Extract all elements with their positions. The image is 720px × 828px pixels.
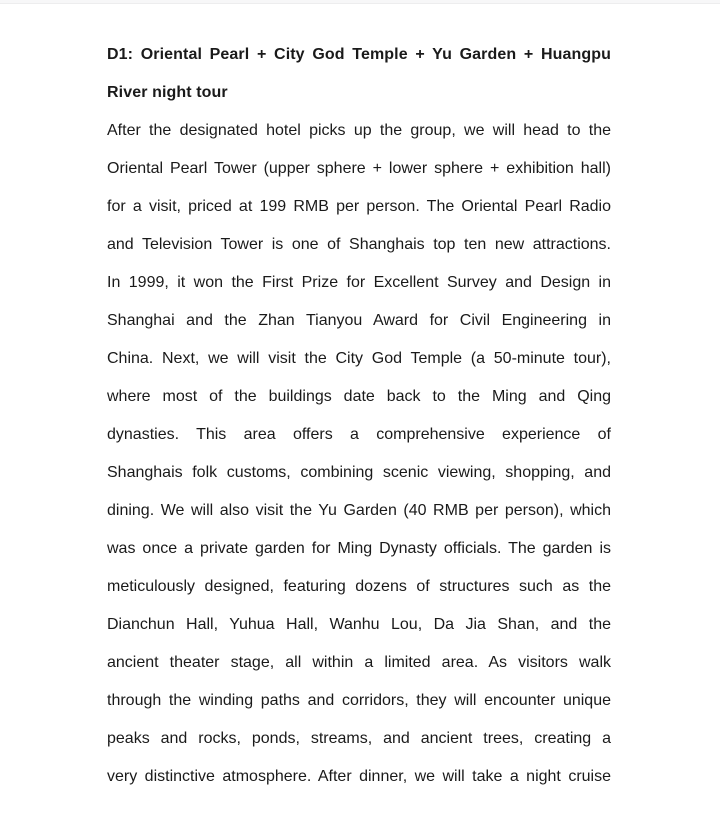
window-top-edge	[0, 0, 720, 4]
body-line: Oriental Pearl Tower (upper sphere + lower sphere + exhibition hall)	[107, 160, 611, 177]
body-line: dynasties. This area offers a comprehensive experience of	[107, 426, 611, 443]
body-line: Shanghais folk customs, combining scenic viewing, shopping, and	[107, 464, 611, 481]
document-heading	[107, 36, 611, 112]
body-line: where most of the buildings date back to the Ming and Qing	[107, 388, 611, 405]
heading-line: D1: Oriental Pearl + City God Temple + Yu Garden + Huangpu	[107, 46, 611, 63]
body-line: In 1999, it won the First Prize for Excellent Survey and Design in	[107, 274, 611, 291]
body-line: peaks and rocks, ponds, streams, and ancient trees, creating a	[107, 730, 611, 747]
body-line: very distinctive atmosphere. After dinner, we will take a night cruise	[107, 768, 611, 785]
body-line: for a visit, priced at 199 RMB per person. The Oriental Pearl Radio	[107, 198, 611, 215]
document-content	[107, 36, 611, 796]
heading-line: River night tour	[107, 84, 228, 101]
body-line: was once a private garden for Ming Dynasty officials. The garden is	[107, 540, 611, 557]
body-line: Shanghai and the Zhan Tianyou Award for Civil Engineering in	[107, 312, 611, 329]
body-line: Dianchun Hall, Yuhua Hall, Wanhu Lou, Da Jia Shan, and the	[107, 616, 611, 633]
body-line: After the designated hotel picks up the group, we will head to the	[107, 122, 611, 139]
body-line: China. Next, we will visit the City God Temple (a 50-minute tour),	[107, 350, 611, 367]
body-line: dining. We will also visit the Yu Garden (40 RMB per person), which	[107, 502, 611, 519]
body-line: through the winding paths and corridors, they will encounter unique	[107, 692, 611, 709]
body-line: ancient theater stage, all within a limited area. As visitors walk	[107, 654, 611, 671]
document-paragraph	[107, 112, 611, 796]
body-line: meticulously designed, featuring dozens of structures such as the	[107, 578, 611, 595]
body-line: and Television Tower is one of Shanghais top ten new attractions.	[107, 236, 611, 253]
